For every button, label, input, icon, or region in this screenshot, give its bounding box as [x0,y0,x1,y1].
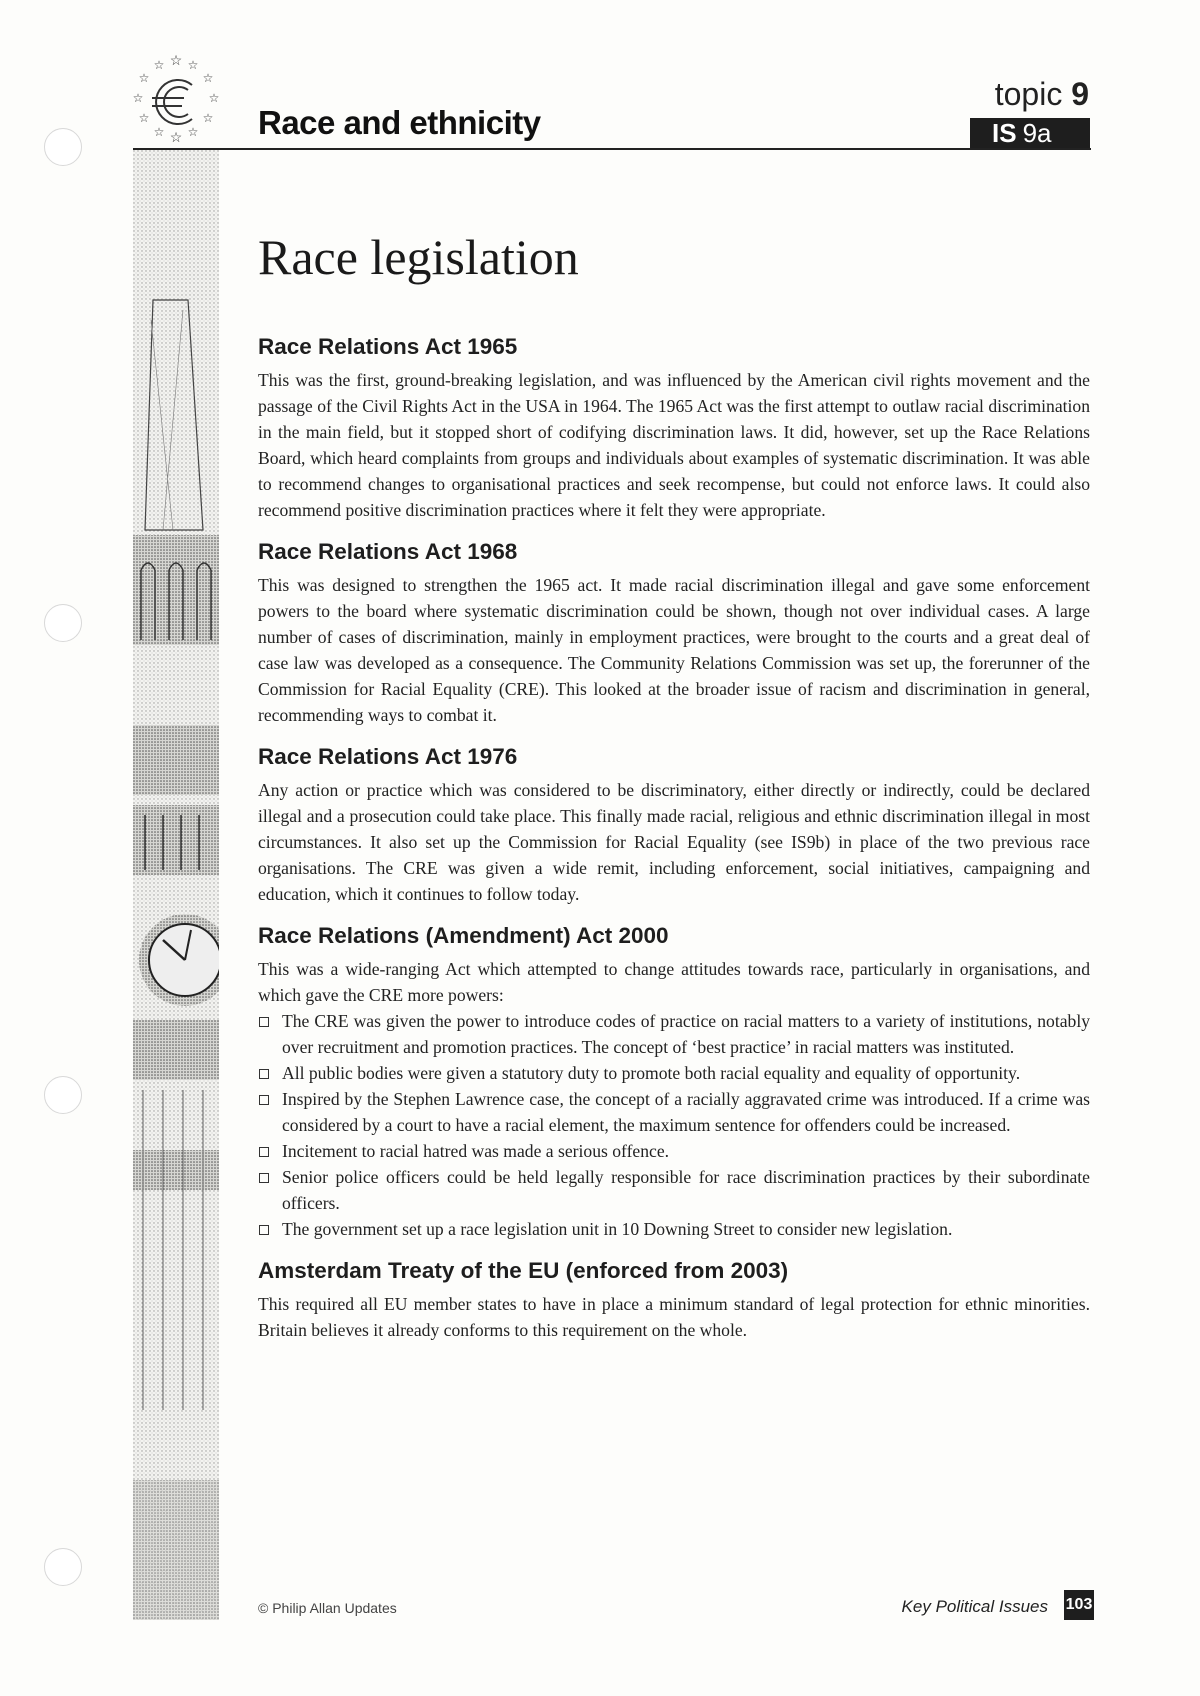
issue-code: IS [992,118,1017,148]
list-item: The government set up a race legislation unit in 10 Downing Street to consider new legislation. [258,1216,1090,1242]
topic-number: 9 [1071,76,1089,112]
section-amsterdam-treaty [258,1256,1090,1343]
section-heading: Race Relations Act 1965 [258,334,518,359]
punch-hole [44,128,82,166]
book-title: Key Political Issues [901,1597,1048,1616]
svg-text:☆: ☆ [153,125,165,139]
page-number: 103 [1064,1590,1094,1620]
svg-text:☆: ☆ [138,111,150,125]
section-rra-1968 [258,537,1090,728]
svg-text:☆: ☆ [202,111,214,125]
checkbox-bullet-icon [259,1069,269,1079]
section-paragraph: This was a wide-ranging Act which attempted to change attitudes towards race, particularly in organisations, and which gave the CRE more powers: [258,959,1090,1005]
svg-text:☆: ☆ [169,54,183,69]
issue-badge [970,118,1090,149]
topic-word: topic [994,76,1063,112]
svg-text:☆: ☆ [187,58,199,72]
bullet-list [258,1008,1090,1242]
checkbox-bullet-icon [259,1225,269,1235]
section-rra-2000 [258,921,1090,1242]
section-heading: Race Relations Act 1976 [258,744,518,769]
svg-text:☆: ☆ [187,125,199,139]
copyright-notice: © Philip Allan Updates [258,1600,397,1616]
punch-hole [44,604,82,642]
svg-text:☆: ☆ [202,71,214,85]
section-paragraph: This was designed to strengthen the 1965 act. It made racial discrimination illegal and gave some enforcement powers to the board where systematic discrimination could be shown, though not over individual cases. A large number of cases of discrimination, mainly in employment practices, were brought to the courts and a great deal of case law was developed as a consequence. The Community Relations Commission was set up, the forerunner of the Commission for Racial Equality (CRE). This looked at the broader issue of racism and discrimination in general, recommending ways to combat it. [258,575,1090,725]
list-item: The CRE was given the power to introduce codes of practice on racial matters to a variety of institutions, notably over recruitment and promotion practices. The concept of ‘best practice’ in racial matters was instituted. [258,1008,1090,1060]
page-title: Race legislation [258,229,579,285]
svg-text:☆: ☆ [132,91,144,105]
svg-text:☆: ☆ [153,58,165,72]
section-rra-1976 [258,742,1090,907]
topic-label [995,76,1089,113]
issue-number: 9a [1022,118,1052,148]
list-item: Senior police officers could be held legally responsible for race discrimination practices by their subordinate officers. [258,1164,1090,1216]
section-heading: Race Relations Act 1968 [258,539,518,564]
punch-hole [44,1548,82,1586]
list-item: Inspired by the Stephen Lawrence case, the concept of a racially aggravated crime was introduced. If a crime was considered by a court to have a racial element, the maximum sentence for offenders could be increased. [258,1086,1090,1138]
section-paragraph: This was the first, ground-breaking legislation, and was influenced by the American civil rights movement and the passage of the Civil Rights Act in the USA in 1964. The 1965 Act was the first attempt to outlaw racial discrimination in the main field, but it stopped short of codifying discrimination laws. It did, however, set up the Race Relations Board, which heard complaints from groups and individuals about examples of systematic discrimination. It was able to recommend changes to organisational practices and seek recompense, but could not enforce laws. It could also recommend positive discrimination practices where it felt they were appropriate. [258,370,1090,520]
checkbox-bullet-icon [259,1017,269,1027]
big-ben-tower-illustration [133,150,219,1620]
section-paragraph: This required all EU member states to have in place a minimum standard of legal protection for ethnic minorities. Britain believes it already conforms to this requirement on the whole. [258,1294,1090,1340]
svg-text:☆: ☆ [169,131,183,146]
checkbox-bullet-icon [259,1147,269,1157]
section-title: Race and ethnicity [258,104,541,141]
svg-text:☆: ☆ [208,91,220,105]
section-rra-1965 [258,332,1090,523]
list-item: Incitement to racial hatred was made a serious offence. [258,1138,1090,1164]
section-paragraph: Any action or practice which was considered to be discriminatory, either directly or indirectly, could be declared illegal and a prosecution could take place. This finally made racial, religious and ethnic discrimination illegal in most circumstances. It also set up the Commission for Racial Equality (see IS9b) in place of the two previous race organisations. The CRE was given a wide remit, including enforcement, social initiatives, campaigning and education, which it continues to follow today. [258,780,1090,904]
header-rule [133,148,1091,150]
euro-stars-logo [126,52,226,152]
checkbox-bullet-icon [259,1173,269,1183]
svg-text:☆: ☆ [138,71,150,85]
checkbox-bullet-icon [259,1095,269,1105]
section-heading: Amsterdam Treaty of the EU (enforced from 2003) [258,1258,789,1283]
article-body [258,332,1090,1357]
list-item: All public bodies were given a statutory duty to promote both racial equality and equality of opportunity. [258,1060,1090,1086]
section-heading: Race Relations (Amendment) Act 2000 [258,923,669,948]
punch-hole [44,1076,82,1114]
